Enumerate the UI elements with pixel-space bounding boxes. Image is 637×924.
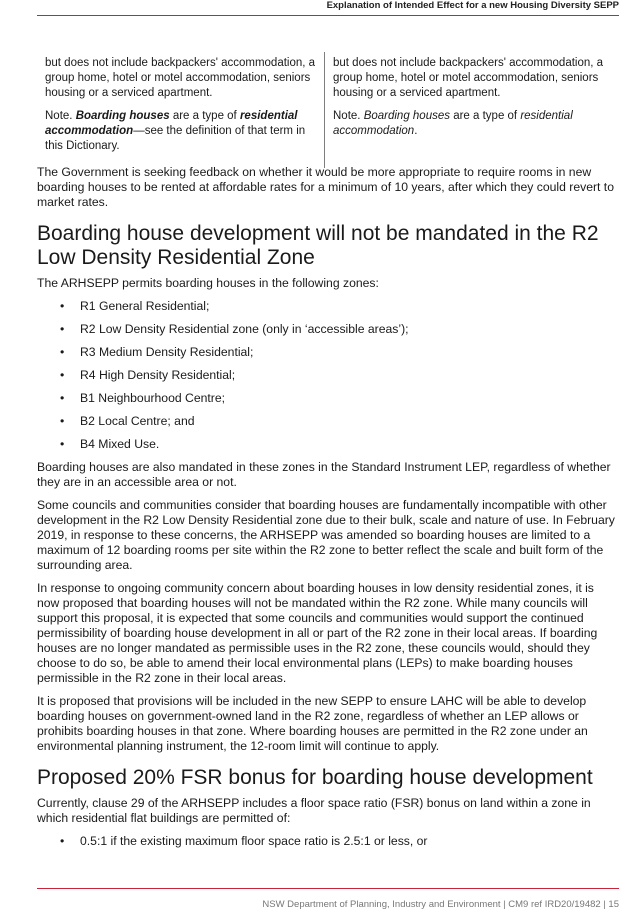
note-term-boarding-houses: Boarding houses bbox=[75, 110, 170, 122]
list-item: • R1 General Residential; bbox=[37, 299, 619, 314]
note-prefix: Note. bbox=[333, 110, 364, 122]
footer-divider bbox=[37, 888, 619, 889]
paragraph-lahc: It is proposed that provisions will be included in the new SEPP to ensure LAHC will be able to develop boarding houses on government-owned land in the R2 zone, regardless of whether an LEP allows or prohibits boarding houses in that zone. Where boarding houses are permitted in the R2 zone under an environmental planning instrument, the 12-room limit will continue to apply. bbox=[37, 694, 588, 753]
note-term-residential-accommodation: residential accommodation bbox=[45, 110, 298, 137]
table-column-proposed bbox=[325, 52, 617, 168]
list-item: • R4 High Density Residential; bbox=[37, 368, 619, 383]
note-middle: are a type of bbox=[169, 110, 240, 122]
list-item: • B4 Mixed Use. bbox=[37, 437, 619, 452]
zones-list bbox=[37, 299, 619, 452]
list-item: • 0.5:1 if the existing maximum floor space ratio is 2.5:1 or less, or bbox=[37, 834, 619, 849]
paragraph-feedback: The Government is seeking feedback on whether it would be more appropriate to require rooms in new boarding houses to be rented at affordable rates for a minimum of 10 years, after which they could revert to market rates. bbox=[37, 165, 614, 209]
note-suffix: . bbox=[414, 125, 418, 137]
note-term-boarding-houses: Boarding houses bbox=[363, 110, 450, 122]
paragraph-mandated: Boarding houses are also mandated in these zones in the Standard Instrument LEP, regardless of whether they are in an accessible area or not. bbox=[37, 460, 611, 489]
footer-citation: NSW Department of Planning, Industry and Environment | CM9 ref IRD20/19482 | 15 bbox=[262, 899, 619, 910]
list-item: • B2 Local Centre; and bbox=[37, 414, 619, 429]
note-suffix: —see the definition of that term in this Dictionary. bbox=[45, 125, 306, 152]
paragraph-councils: Some councils and communities consider that boarding houses are fundamentally incompatible with other development in the R2 Low Density Residential zone due to their bulk, scale and nature of use. In February 2019, in response to these concerns, the ARHSEPP was amended so boarding houses are limited to a maximum of 12 boarding rooms per site within the R2 zone to better reflect the scale and built form of the surrounding area. bbox=[37, 498, 615, 572]
header-divider bbox=[37, 15, 619, 16]
definition-note-proposed bbox=[333, 109, 609, 139]
list-item: • B1 Neighbourhood Centre; bbox=[37, 391, 619, 406]
paragraph-response: In response to ongoing community concern about boarding houses in low density residential zones, it is now proposed that boarding houses will not be mandated within the R2 zone. While many councils will support this proposal, it is expected that some councils and communities would support the continued permissibility of boarding house development in all or part of the R2 zone in their local areas. If boarding houses are no longer mandated as permissible uses in the R2 zone, these councils would, should they choose to do so, be able to amend their local environmental plans (LEPs) to make boarding houses permissible in the R2 zone in their local areas. bbox=[37, 581, 598, 685]
note-middle: are a type of bbox=[450, 110, 521, 122]
note-term-residential-accommodation: residential accommodation bbox=[333, 110, 573, 137]
running-header: Explanation of Intended Effect for a new Housing Diversity SEPP bbox=[326, 0, 619, 11]
definition-note-current bbox=[45, 109, 316, 154]
definition-comparison-table bbox=[37, 52, 617, 168]
paragraph-fsr: Currently, clause 29 of the ARHSEPP includes a floor space ratio (FSR) bonus on land within a zone in which residential flat buildings are permitted of: bbox=[37, 796, 591, 825]
definition-text-current: but does not include backpackers' accommodation, a group home, hotel or motel accommodation, seniors housing or a serviced apartment. bbox=[45, 57, 316, 99]
main-content bbox=[37, 165, 619, 857]
fsr-list bbox=[37, 834, 619, 849]
definition-text-proposed: but does not include backpackers' accommodation, a group home, hotel or motel accommodation, seniors housing or a serviced apartment. bbox=[333, 57, 604, 99]
paragraph-zones-intro: The ARHSEPP permits boarding houses in the following zones: bbox=[37, 276, 379, 290]
note-prefix: Note. bbox=[45, 110, 76, 122]
heading-fsr-bonus: Proposed 20% FSR bonus for boarding house development bbox=[37, 766, 593, 789]
list-item: • R3 Medium Density Residential; bbox=[37, 345, 619, 360]
list-item: • R2 Low Density Residential zone (only in ‘accessible areas’); bbox=[37, 322, 619, 337]
heading-r2-not-mandated: Boarding house development will not be mandated in the R2 Low Density Residential Zone bbox=[37, 222, 599, 269]
table-column-current bbox=[37, 52, 325, 168]
